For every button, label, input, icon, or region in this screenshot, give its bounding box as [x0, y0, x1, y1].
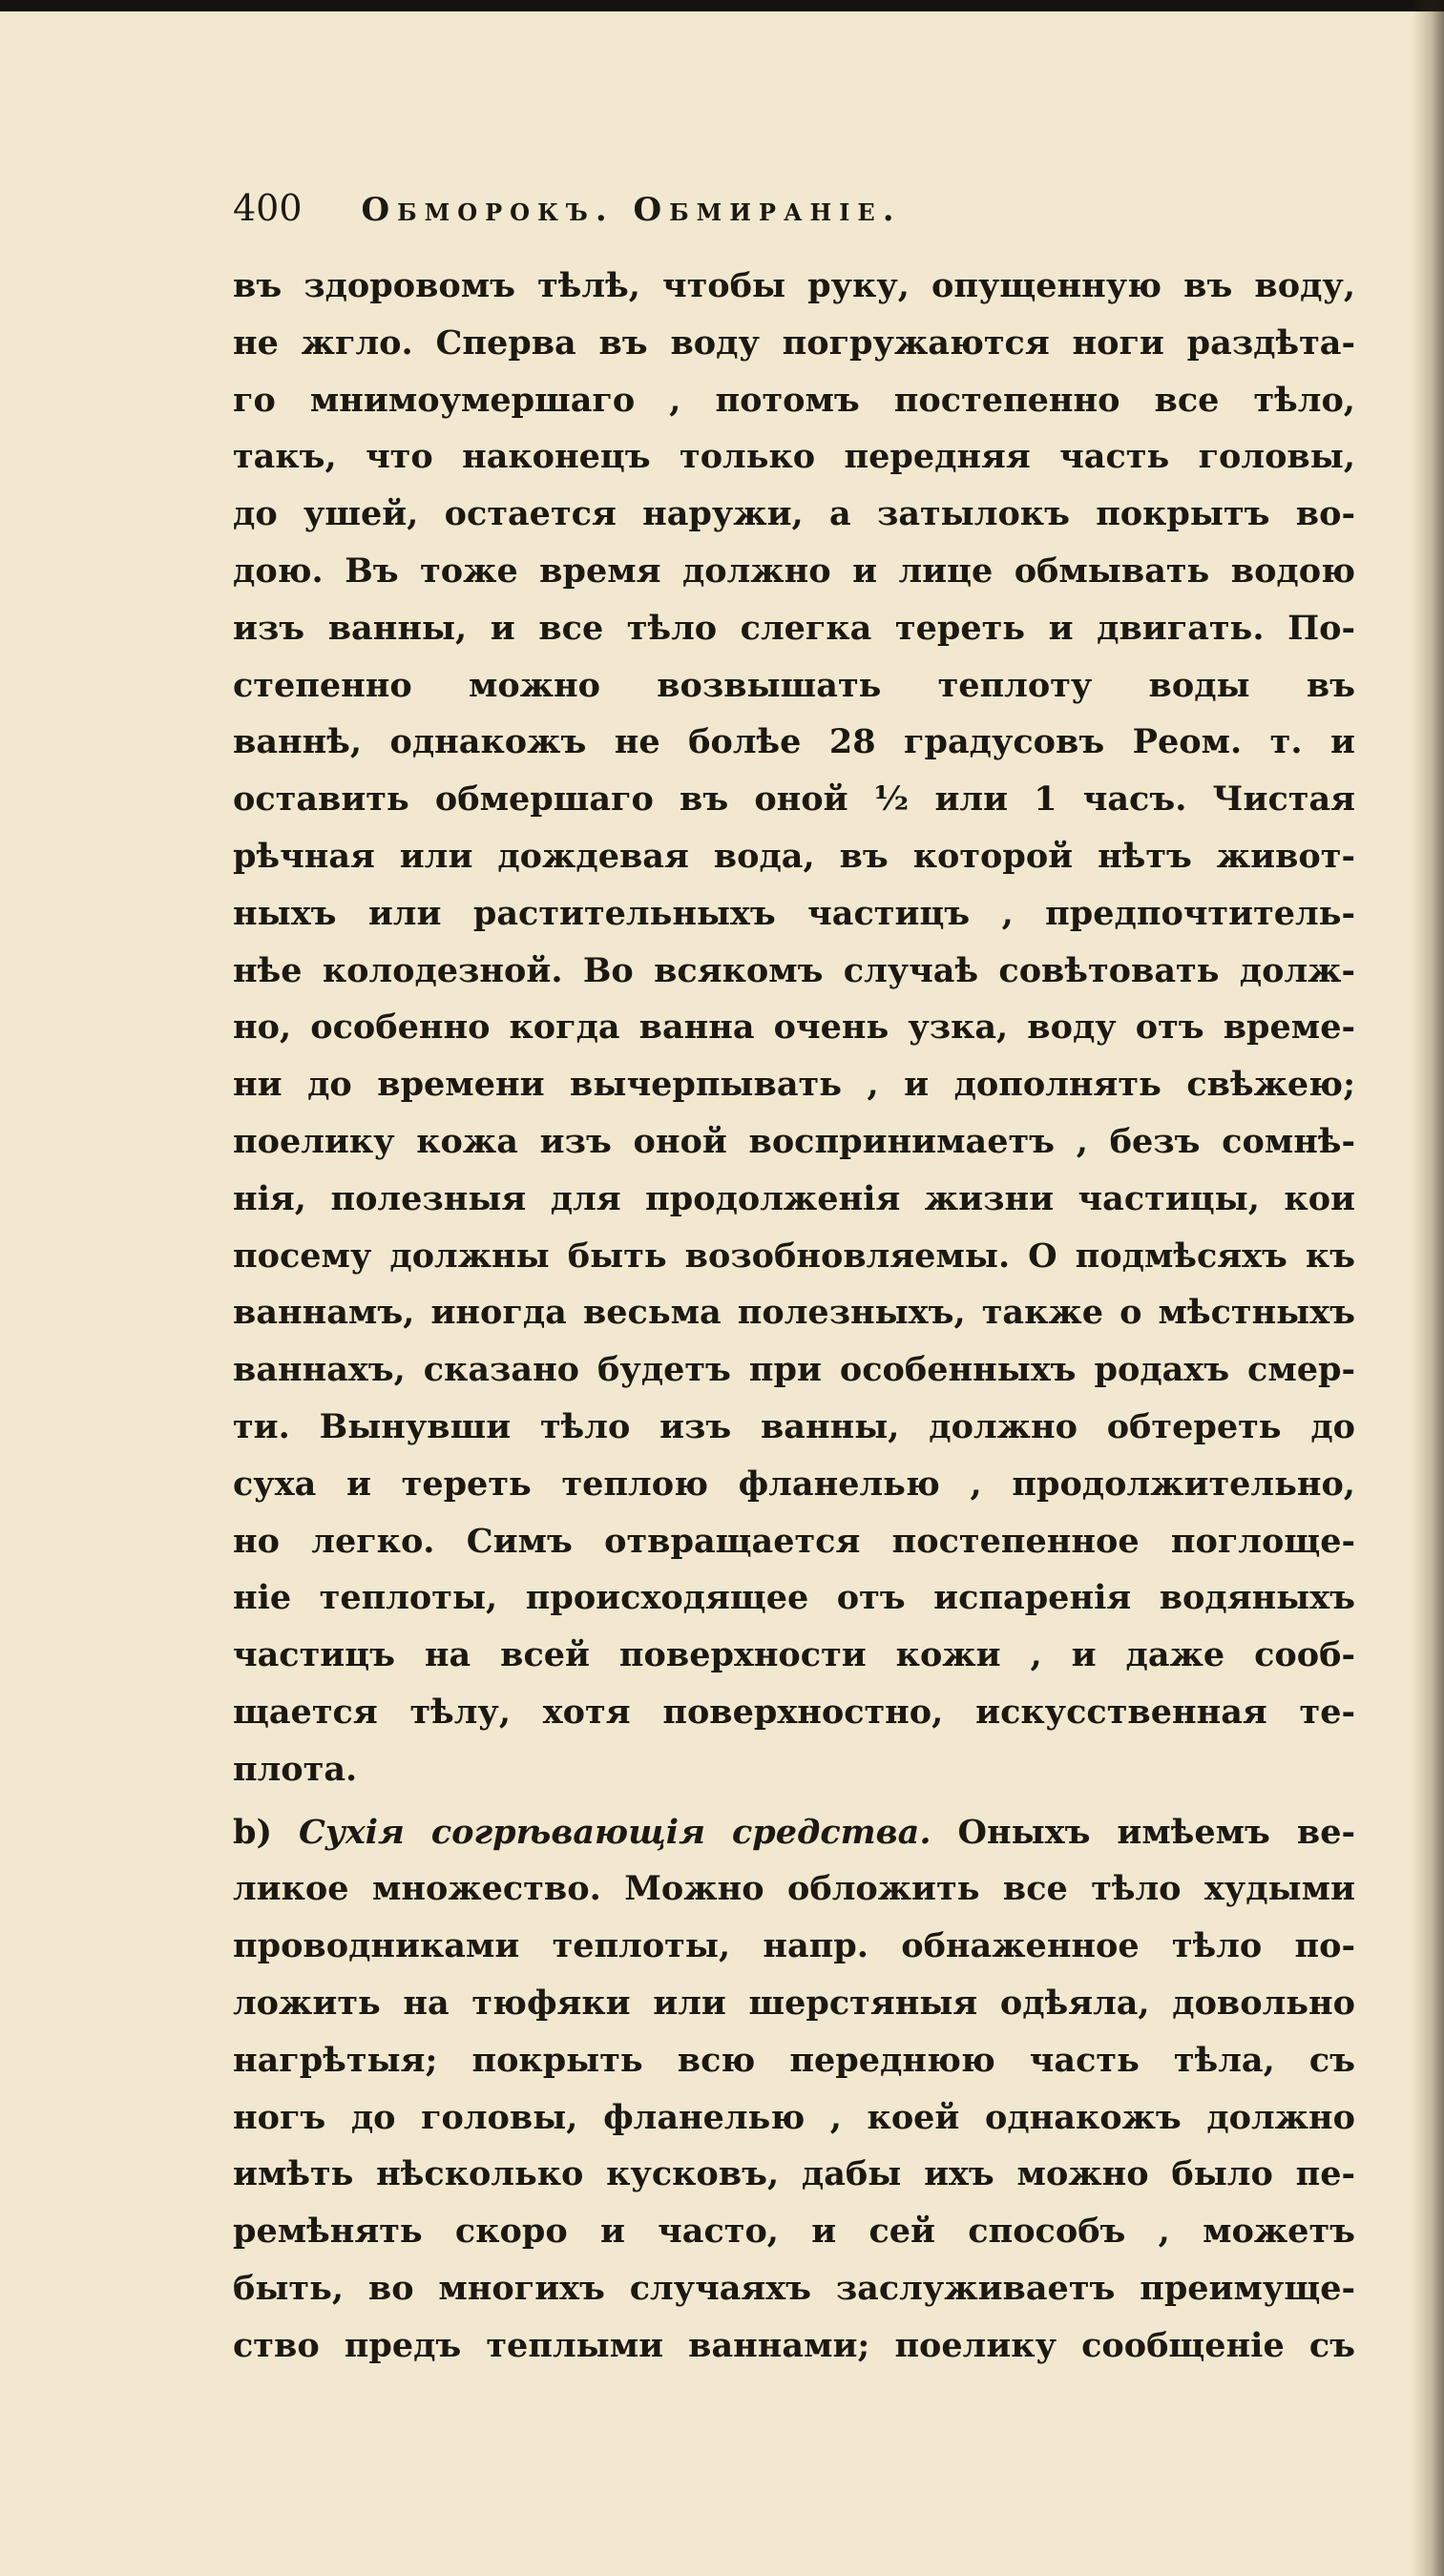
text-line: но легко. Симъ отвращается постепенное поглоще- [233, 1521, 1355, 1561]
body-text [233, 258, 1355, 2374]
text-line: нагрѣтыя; покрыть всю переднюю часть тѣла, съ [233, 2040, 1355, 2080]
paragraph-2 [233, 1804, 1355, 2375]
text-line: оставить обмершаго въ оной ½ или 1 часъ. Чистая [233, 779, 1355, 820]
text-line: не жгло. Сперва въ воду погружаются ноги раздѣта- [233, 322, 1355, 363]
page-number: 400 [233, 187, 303, 229]
section-heading: Сухiя согрѣвающiя средства. [299, 1812, 958, 1852]
text-line: но, особенно когда ванна очень узка, воду отъ време- [233, 1008, 1355, 1048]
text-line: дою. Въ тоже время должно и лице обмывать водою [233, 551, 1355, 591]
text-line: ти. Вынувши тѣло изъ ванны, должно обтереть до [233, 1406, 1355, 1446]
running-title: Обморокъ. Обмиранiе. [361, 191, 902, 229]
text-line: частицъ на всей поверхности кожи , и даже сооб- [233, 1635, 1355, 1675]
text-line: ремѣнять скоро и часто, и сей способъ , можетъ [233, 2212, 1355, 2252]
text-line: ваннамъ, иногда весьма полезныхъ, также о мѣстныхъ [233, 1293, 1355, 1333]
text-line: рѣчная или дождевая вода, въ которой нѣтъ живот- [233, 836, 1355, 876]
text-line: быть, во многихъ случаяхъ заслуживаетъ преимуще- [233, 2268, 1355, 2308]
text-line: проводниками теплоты, напр. обнаженное тѣло по- [233, 1926, 1355, 1966]
text-line: въ здоровомъ тѣлѣ, чтобы руку, опущенную въ воду, [233, 266, 1355, 305]
text-line: плота. [233, 1749, 358, 1789]
text-line: такъ, что наконецъ только передняя часть головы, [233, 437, 1355, 477]
text-line: нiе теплоты, происходящее отъ испаренiя водяныхъ [233, 1578, 1355, 1618]
text-line: нiя, полезныя для продолженiя жизни частицы, кои [233, 1178, 1355, 1218]
text-line: поелику кожа изъ оной воспринимаетъ , безъ сомнѣ- [233, 1121, 1355, 1161]
page-header [233, 187, 1378, 244]
text-line: посему должны быть возобновляемы. О подмѣсяхъ къ [233, 1236, 1355, 1276]
text-line: ликое множество. Можно обложить все тѣло худыми [233, 1869, 1355, 1909]
text-line: ногъ до головы, фланелью , коей однакожъ должно [233, 2097, 1355, 2137]
text-line: изъ ванны, и все тѣло слегка тереть и двигать. По- [233, 608, 1355, 648]
text-line: степенно можно возвышать теплоту воды въ [233, 665, 1355, 705]
text-line: ни до времени вычерпывать , и дополнять свѣжею; [233, 1065, 1355, 1105]
text-line: ваннахъ, сказано будетъ при особенныхъ родахъ смер- [233, 1350, 1355, 1390]
text-line: ложить на тюфяки или шерстяныя одѣяла, довольно [233, 1983, 1355, 2023]
text-line: ныхъ или растительныхъ частицъ , предпочтитель- [233, 893, 1355, 933]
text-fragment: Оныхъ имѣемъ ве- [957, 1812, 1356, 1852]
text-line: нѣе колодезной. Во всякомъ случаѣ совѣтовать долж- [233, 950, 1355, 990]
item-marker: b) [233, 1812, 300, 1852]
paragraph-1 [233, 258, 1355, 1798]
text-line: до ушей, остается наружи, а затылокъ покрытъ во- [233, 494, 1355, 534]
text-line: имѣть нѣсколько кусковъ, дабы ихъ можно было пе- [233, 2154, 1355, 2194]
text-line: ство предъ теплыми ваннами; поелику сообщенiе съ [233, 2325, 1355, 2365]
text-line: щается тѣлу, хотя поверхностно, искусственная те- [233, 1692, 1355, 1732]
text-line: го мнимоумершаго , потомъ постепенно все тѣло, [233, 380, 1355, 420]
text-line: суха и тереть теплою фланелью , продолжительно, [233, 1464, 1355, 1504]
text-line [233, 1804, 1355, 1861]
text-line: ваннѣ, однакожъ не болѣе 28 градусовъ Реом. т. и [233, 722, 1355, 762]
